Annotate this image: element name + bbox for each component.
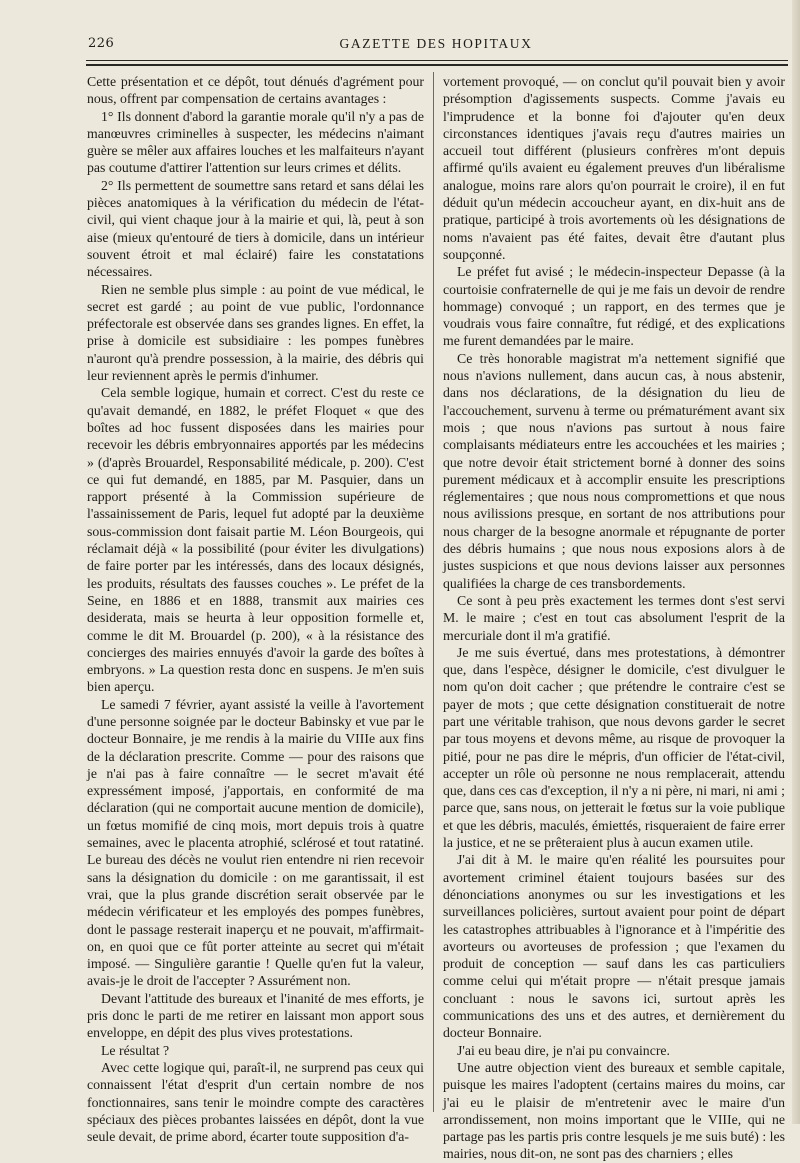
paragraph: Je me suis évertué, dans mes protestations, à démontrer que, dans l'espèce, désigner le domicile, c'est divulguer le nom qu'on doit cacher ; que prétendre le contraire c'est se payer de mots ; que cette désignation constituerait de notre part une véritable trahison, que nous devons garder le secret par tous moyens et devons même, au risque de provoquer la pitié, pour ne pas dire le mépris, d'un officier de l'état-civil, accepter un rôle où personne ne nous remplacerait, attendu que, dans ces cas d'exception, il n'y a ni père, ni mari, ni ami ; parce que, sans nous, on jetterait le fœtus sur la voie publique et que les débris, maculés, émiettés, risqueraient de faire errer la justice, et ne se prêteraient plus à aucun examen utile. <box>443 644 785 851</box>
paragraph: 2° Ils permettent de soumettre sans retard et sans délai les pièces anatomiques à la vérification du médecin de l'état-civil, qui vient chaque jour à la mairie et qui, là, peut à son aise (mieux qu'entouré de tiers à domicile, dans un intérieur souvent étroit et mal éclairé) faire les constatations nécessaires. <box>87 177 424 280</box>
left-column <box>87 73 424 1145</box>
column-divider <box>433 72 434 1112</box>
paragraph: Ce très honorable magistrat m'a nettement signifié que nous n'avions nullement, dans aucun cas, à nous abstenir, dans nos déclarations, de la désignation du lieu de l'accouchement, survenu à terme ou prématurément avant six mois ; que nous n'avions pas surtout à nous faire complaisants médiateurs entre les accouchées et les mairies ; que notre devoir était strictement borné à donner des soins purement médicaux et à accomplir ensuite les prescriptions réglementaires ; que nous nous compromettions et que nous nous avilissions presque, en sortant de nos attributions pour nous charger de la besogne anormale et répugnante de porter des débris humains ; que nous nous exposions alors à de justes suspicions et que nous devions laisser aux personnes qualifiées la charge de ces transbordements. <box>443 350 785 591</box>
paragraph: Une autre objection vient des bureaux et semble capitale, puisque les maires l'adoptent (certains maires du moins, car j'ai eu le plaisir de m'entretenir avec le maire d'un arrondissement, non moins important que le VIIIe, qui ne partage pas les partis pris contre lesquels je me suis buté) : les mairies, nous dit-on, ne sont pas des charniers ; elles <box>443 1059 785 1162</box>
paragraph: vortement provoqué, — on conclut qu'il pouvait bien y avoir présomption d'agissements suspects. Comme j'avais eu l'imprudence et la bonne foi d'ajouter qu'en deux circonstances identiques j'avais reçu d'autres mairies un accueil tout différent (plusieurs confrères m'ont depuis affirmé qu'ils avaient eu également preuves d'un libéralisme analogue, moins rare alors qu'on pourrait le croire), il en fut déduit qu'un médecin accoucheur ayant, en dix-huit ans de pratique, participé à trois avortements où les désignations de noms n'avaient pas été faites, devait être d'autant plus soupçonné. <box>443 74 785 262</box>
paragraph: Le préfet fut avisé ; le médecin-inspecteur Depasse (à la courtoisie confraternelle de qui je me fais un devoir de rendre hommage) convoqué ; un rapport, en des termes que je voudrais vous faire connaître, fut rédigé, et des explications me furent demandées par le maire. <box>443 264 785 349</box>
paragraph: Ce sont à peu près exactement les termes dont s'est servi M. le maire ; c'est en tout cas absolument l'esprit de la mercuriale dont il m'a gratifié. <box>443 592 785 643</box>
paragraph: J'ai eu beau dire, je n'ai pu convaincre. <box>457 1042 670 1058</box>
paragraph: J'ai dit à M. le maire qu'en réalité les poursuites pour avortement criminel étaient toujours basées sur des dénonciations anonymes ou sur les investigations et les surveillances policières, surtout avaient pour point de départ les catastrophes attribuables à l'ignorance et à l'impéritie des avorteurs ou avorteuses de profession ; que l'examen du produit de conception — sauf dans les cas particuliers comme celui qui m'était propre — n'était presque jamais concluant : nous le savons ici, surtout après les communications des uns et des autres, et dernièrement du docteur Bonnaire. <box>443 852 785 1041</box>
journal-title: GAZETTE DES HOPITAUX <box>339 36 533 51</box>
paragraph: Cela semble logique, humain et correct. C'est du reste ce qu'avait demandé, en 1882, le préfet Floquet « que des boîtes ad hoc fussent disposées dans les mairies pour recevoir les débris embryonnaires apportés par les médecins » (d'après Brouardel, Responsabilité médicale, p. 200). C'est ce qui fut demandé, en 1885, par M. Pasquier, dans un rapport présenté à la Commission supérieure de l'assainissement de Paris, lequel fut adopté par la deuxième sous-commission dont faisait partie M. Léon Bourgeois, qui réclamait déjà « la possibilité (pour éviter les divulgations) de faire porter par les intéressés, dans des locaux désignés, les produits, résultats des fausses couches ». Le préfet de la Seine, en 1886 et en 1888, transmit aux mairies ces desiderata, mais se heurta à leur opposition formelle et, comme le dit M. Brouardel (p. 200), « à la résistance des concierges des mairies ennuyés d'avoir la garde des boîtes à embryons. » La question resta donc en suspens. Je m'en suis bien aperçu. <box>87 385 424 695</box>
paragraph: Avec cette logique qui, paraît-il, ne surprend pas ceux qui connaissent l'état d'esprit d'un certain nombre de nos fonctionnaires, sans tenir le moindre compte des caractères spéciaux des pièces probantes laissées en dépôt, dont la vue seule devait, de prime abord, écarter toute supposition d'a- <box>87 1059 424 1145</box>
paragraph: 1° Ils donnent d'abord la garantie morale qu'il n'y a pas de manœuvres criminelles à suspecter, les médecins n'aimant guère se mêler aux affaires louches et les malfaiteurs n'ayant pas coutume d'attirer l'attention sur leurs crimes et délits. <box>87 108 424 176</box>
header-rule-thin <box>86 60 788 61</box>
header-rule-thick <box>86 64 788 66</box>
paragraph: Rien ne semble plus simple : au point de vue médical, le secret est gardé ; au point de vue public, l'ordonnance préfectorale est observée dans ses grandes lignes. En effet, la prise à domicile est subsidiaire : les pompes funèbres n'auront qu'à prendre possession, à la mairie, des débris qui leur reviennent après le permis d'inhumer. <box>87 281 424 384</box>
paragraph: Le résultat ? <box>101 1042 170 1058</box>
paragraph: Cette présentation et ce dépôt, tout dénués d'agrément pour nous, offrent par compensation de certains avantages : <box>87 74 424 107</box>
page-edge-shadow <box>792 0 800 1124</box>
right-column <box>443 73 785 1163</box>
paragraph: Devant l'attitude des bureaux et l'inanité de mes efforts, je pris donc le parti de me retirer en laissant mon apport sous enveloppe, en dépit des plus vives protestations. <box>87 990 424 1041</box>
page-number: 226 <box>88 36 115 51</box>
page-header <box>86 36 786 58</box>
paragraph: Le samedi 7 février, ayant assisté la veille à l'avortement d'une personne soignée par le docteur Babinsky et vue par le docteur Bonnaire, je me rendis à la mairie du VIIIe aux fins de la déclaration prescrite. Comme — pour des raisons que je n'ai pas à faire connaître — le secret m'avait été expressément imposé, j'apportais, en conformité de ma déclaration (qui ne comportait aucune mention de domicile), un fœtus momifié de cinq mois, mort depuis trois à quatre semaines, avec le placenta atrophié, sclérosé et tout ratatiné. Le bureau des décès ne voulut rien entendre ni rien recevoir sans la désignation du domicile : on me garantissait, il est vrai, que la plus grande discrétion serait observée par le médecin vérificateur et les employés des pompes funèbres, dont le passage resterait inaperçu et ne pouvait, m'affirmait-on, en quoi que ce fût porter atteinte au secret qui m'était imposé. — Singulière garantie ! Quelle qu'en fut la valeur, avais-je le droit de l'accepter ? Assurément non. <box>87 696 424 989</box>
